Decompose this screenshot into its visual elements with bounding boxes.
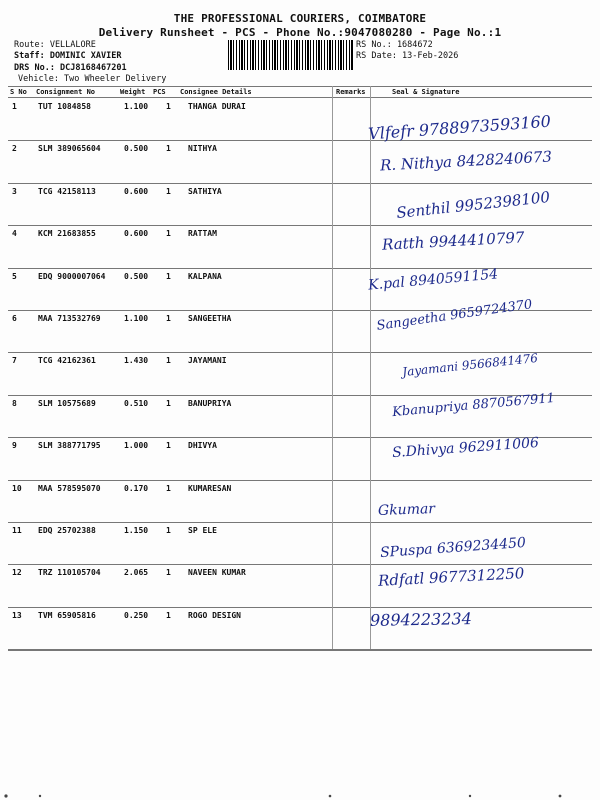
handwritten-signature: Vlfefr 9788973593160 — [367, 111, 552, 144]
column-divider — [370, 86, 371, 98]
column-divider — [332, 268, 333, 310]
column-divider — [370, 522, 371, 564]
footer-marks — [0, 788, 600, 800]
column-divider — [332, 480, 333, 522]
row-weight: 0.250 — [124, 610, 149, 620]
row-sno: 4 — [12, 229, 17, 239]
row-consignment: TCG 42158113 — [38, 186, 96, 196]
column-divider — [370, 225, 371, 267]
column-divider — [332, 564, 333, 606]
row-pcs: 1 — [166, 398, 171, 408]
row-consignment: SLM 388771795 — [38, 441, 101, 451]
row-consignment: TUT 1084858 — [38, 102, 91, 111]
row-weight: 1.150 — [124, 526, 149, 535]
row-weight: 0.500 — [124, 271, 149, 281]
row-divider — [8, 183, 592, 184]
row-sno: 7 — [12, 356, 17, 366]
rs-number: RS No.: 1684672 — [356, 40, 433, 50]
row-sno: 5 — [12, 271, 17, 281]
row-consignment: MAA 713532769 — [38, 314, 101, 323]
row-weight: 2.065 — [124, 568, 149, 578]
row-sno: 11 — [12, 526, 22, 535]
row-consignment: SLM 10575689 — [38, 398, 96, 408]
column-divider — [332, 352, 333, 394]
handwritten-signature: Sangeetha 9659724370 — [375, 297, 534, 334]
row-pcs: 1 — [166, 526, 171, 535]
row-weight: 1.100 — [124, 314, 149, 323]
row-consignee: KALPANA — [188, 271, 222, 281]
row-sno: 1 — [12, 102, 17, 111]
row-consignee: ROGO DESIGN — [188, 610, 241, 620]
header-weight: Weight — [120, 88, 146, 96]
row-divider — [8, 480, 592, 481]
row-pcs: 1 — [166, 568, 171, 578]
row-pcs: 1 — [166, 610, 171, 620]
row-pcs: 1 — [166, 186, 171, 196]
row-weight: 1.000 — [124, 441, 149, 451]
handwritten-signature: SPuspa 6369234450 — [379, 534, 527, 562]
row-pcs: 1 — [166, 229, 171, 239]
row-weight: 0.170 — [124, 483, 149, 493]
header-remarks: Remarks — [336, 88, 366, 96]
row-pcs: 1 — [166, 102, 171, 111]
row-consignment: TVM 65905816 — [38, 610, 96, 620]
row-consignment: EDQ 25702388 — [38, 526, 96, 535]
row-consignee: THANGA DURAI — [188, 102, 246, 111]
row-consignee: RATTAM — [188, 229, 217, 239]
row-consignee: BANUPRIYA — [188, 398, 232, 408]
row-divider — [8, 352, 592, 353]
row-weight: 1.430 — [124, 356, 149, 366]
handwritten-signature: K.pal 8940591154 — [367, 266, 499, 294]
runsheet-subtitle: Delivery Runsheet - PCS - Phone No.:9047080280 - Page No.:1 — [98, 26, 502, 39]
row-sno: 10 — [12, 483, 22, 493]
column-divider — [332, 395, 333, 437]
row-sno: 9 — [12, 441, 17, 451]
drs-info: DRS No.: DCJ8168467201 — [14, 63, 127, 73]
row-sno: 8 — [12, 398, 17, 408]
staff-info: Staff: DOMINIC XAVIER — [14, 51, 122, 61]
row-consignee: JAYAMANI — [188, 356, 227, 366]
column-divider — [370, 183, 371, 225]
handwritten-signature: Kbanupriya 8870567911 — [391, 390, 556, 421]
column-divider — [332, 607, 333, 649]
header-sno: S No — [10, 88, 27, 96]
row-pcs: 1 — [166, 314, 171, 323]
row-sno: 13 — [12, 610, 22, 620]
column-divider — [370, 310, 371, 352]
row-pcs: 1 — [166, 483, 171, 493]
row-sno: 3 — [12, 186, 17, 196]
vehicle-info: Vehicle: Two Wheeler Delivery — [18, 74, 167, 84]
handwritten-signature: Senthil 9952398100 — [395, 187, 551, 223]
row-consignment: MAA 578595070 — [38, 483, 101, 493]
column-divider — [332, 437, 333, 479]
header-consignment: Consignment No — [36, 88, 96, 96]
row-pcs: 1 — [166, 144, 171, 154]
column-divider — [370, 564, 371, 606]
handwritten-signature: R. Nithya 8428240673 — [379, 147, 553, 175]
handwritten-signature: Jayamani 9566841476 — [401, 350, 539, 380]
row-consignee: SP ELE — [188, 526, 217, 535]
column-divider — [332, 310, 333, 352]
handwritten-signature: 9894223234 — [369, 609, 472, 630]
rs-date: RS Date: 13-Feb-2026 — [356, 51, 459, 61]
row-consignee: SATHIYA — [188, 186, 222, 196]
row-consignee: NITHYA — [188, 144, 217, 154]
handwritten-signature: S.Dhivya 962911006 — [391, 434, 540, 462]
column-divider — [370, 395, 371, 437]
header-signature: Seal & Signature — [392, 88, 460, 96]
row-consignee: KUMARESAN — [188, 483, 232, 493]
column-divider — [332, 98, 333, 140]
column-divider — [332, 140, 333, 182]
row-consignee: SANGEETHA — [188, 314, 232, 323]
row-sno: 6 — [12, 314, 17, 323]
column-divider — [370, 352, 371, 394]
company-title: THE PROFESSIONAL COURIERS, COIMBATORE — [173, 12, 427, 25]
row-consignment: EDQ 9000007064 — [38, 271, 106, 281]
column-divider — [370, 437, 371, 479]
column-divider — [370, 480, 371, 522]
row-consignment: TRZ 110105704 — [38, 568, 101, 578]
column-divider — [332, 225, 333, 267]
row-weight: 0.500 — [124, 144, 149, 154]
row-consignment: KCM 21683855 — [38, 229, 96, 239]
column-divider — [332, 522, 333, 564]
row-pcs: 1 — [166, 356, 171, 366]
column-divider — [332, 183, 333, 225]
header-pcs: PCS — [153, 88, 166, 96]
table-top-border — [8, 86, 592, 87]
handwritten-signature: Gkumar — [377, 501, 436, 519]
handwritten-signature: Rdfatl 9677312250 — [377, 564, 525, 590]
row-pcs: 1 — [166, 271, 171, 281]
row-divider — [8, 522, 592, 523]
row-weight: 1.100 — [124, 102, 149, 111]
row-divider — [8, 268, 592, 269]
table-bottom-border — [8, 650, 592, 651]
row-divider — [8, 607, 592, 608]
row-consignee: NAVEEN KUMAR — [188, 568, 246, 578]
row-consignment: TCG 42162361 — [38, 356, 96, 366]
handwritten-signature: Ratth 9944410797 — [381, 228, 525, 254]
header-consignee: Consignee Details — [180, 88, 252, 96]
row-divider — [8, 140, 592, 141]
row-weight: 0.510 — [124, 398, 149, 408]
barcode — [228, 40, 354, 70]
column-divider — [332, 86, 333, 98]
row-consignment: SLM 389065604 — [38, 144, 101, 154]
row-weight: 0.600 — [124, 186, 149, 196]
table-header-border — [8, 97, 592, 98]
route-info: Route: VELLALORE — [14, 40, 96, 50]
row-sno: 12 — [12, 568, 22, 578]
row-weight: 0.600 — [124, 229, 149, 239]
row-sno: 2 — [12, 144, 17, 154]
row-divider — [8, 225, 592, 226]
row-consignee: DHIVYA — [188, 441, 217, 451]
row-pcs: 1 — [166, 441, 171, 451]
column-divider — [370, 140, 371, 182]
